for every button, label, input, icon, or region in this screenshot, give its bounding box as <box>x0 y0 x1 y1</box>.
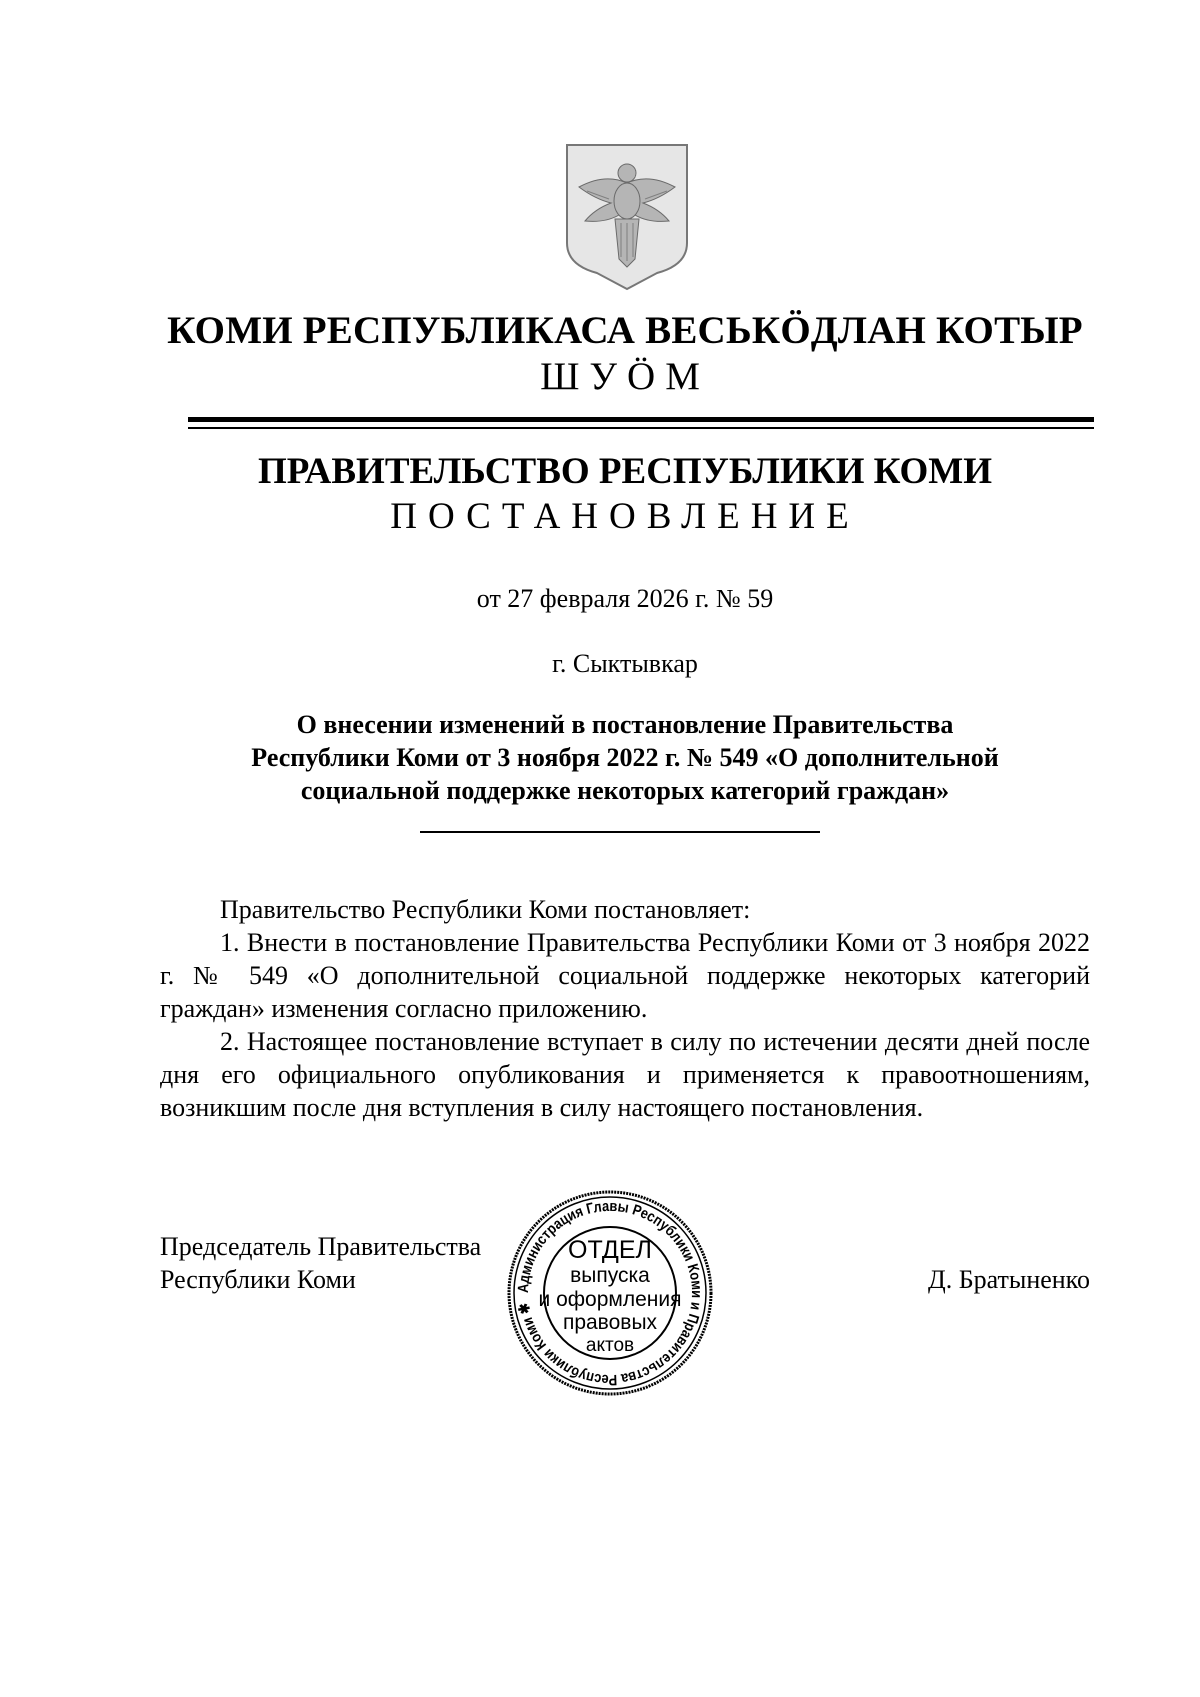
signer-position-line: Председатель Правительства <box>160 1232 482 1261</box>
title-line: Республики Коми от 3 ноября 2022 г. № 549 «О дополнительной <box>251 743 999 772</box>
header-divider-thin <box>188 427 1094 429</box>
komi-header-title: КОМИ РЕСПУБЛИКАСА ВЕСЬКӦДЛАН КОТЫР <box>167 309 1083 352</box>
body-item-1: 1. Внести в постановление Правительства Республики Коми от 3 ноября 2022 г. № 549 «О дополнительной социальной поддержке некоторых категорий граждан» изменения согласно приложению. <box>160 928 1090 1023</box>
official-stamp <box>505 1188 715 1398</box>
stamp-ring-text: Администрация Главы Республики Коми и Правительства Республики Коми ✱ <box>514 1197 706 1389</box>
header-divider-thick <box>188 417 1094 422</box>
title-line: социальной поддержке некоторых категорий граждан» <box>300 776 950 805</box>
komi-coat-of-arms-icon <box>565 143 689 291</box>
title-underline <box>420 831 820 833</box>
document-date-number: от 27 февраля 2026 г. № 59 <box>476 584 774 613</box>
title-line: О внесении изменений в постановление Правительства <box>296 710 954 739</box>
body-item-2: 2. Настоящее постановление вступает в силу по истечении десяти дней после дня его официального опубликования и применяется к правоотношениям, возникшим после дня вступления в силу настоящего постановления. <box>160 1027 1090 1122</box>
document-type: ПОСТАНОВЛЕНИЕ <box>390 496 860 537</box>
signer-name: Д. Братыненко <box>927 1265 1090 1294</box>
body-intro: Правительство Республики Коми постановляет: <box>220 895 751 924</box>
document-title <box>160 708 1090 807</box>
stamp-line: правовых <box>562 1311 658 1334</box>
document-city: г. Сыктывкар <box>552 649 698 678</box>
government-title: ПРАВИТЕЛЬСТВО РЕСПУБЛИКИ КОМИ <box>258 451 992 492</box>
document-body <box>160 893 1090 1124</box>
stamp-line: ОТДЕЛ <box>568 1236 652 1264</box>
stamp-line: и оформления <box>538 1288 682 1311</box>
stamp-line: выпуска <box>570 1264 650 1287</box>
signer-position <box>160 1230 481 1296</box>
signer-position-line: Республики Коми <box>160 1265 356 1294</box>
komi-header-subtitle: ШУӦМ <box>540 355 710 398</box>
stamp-line: актов <box>585 1335 635 1356</box>
